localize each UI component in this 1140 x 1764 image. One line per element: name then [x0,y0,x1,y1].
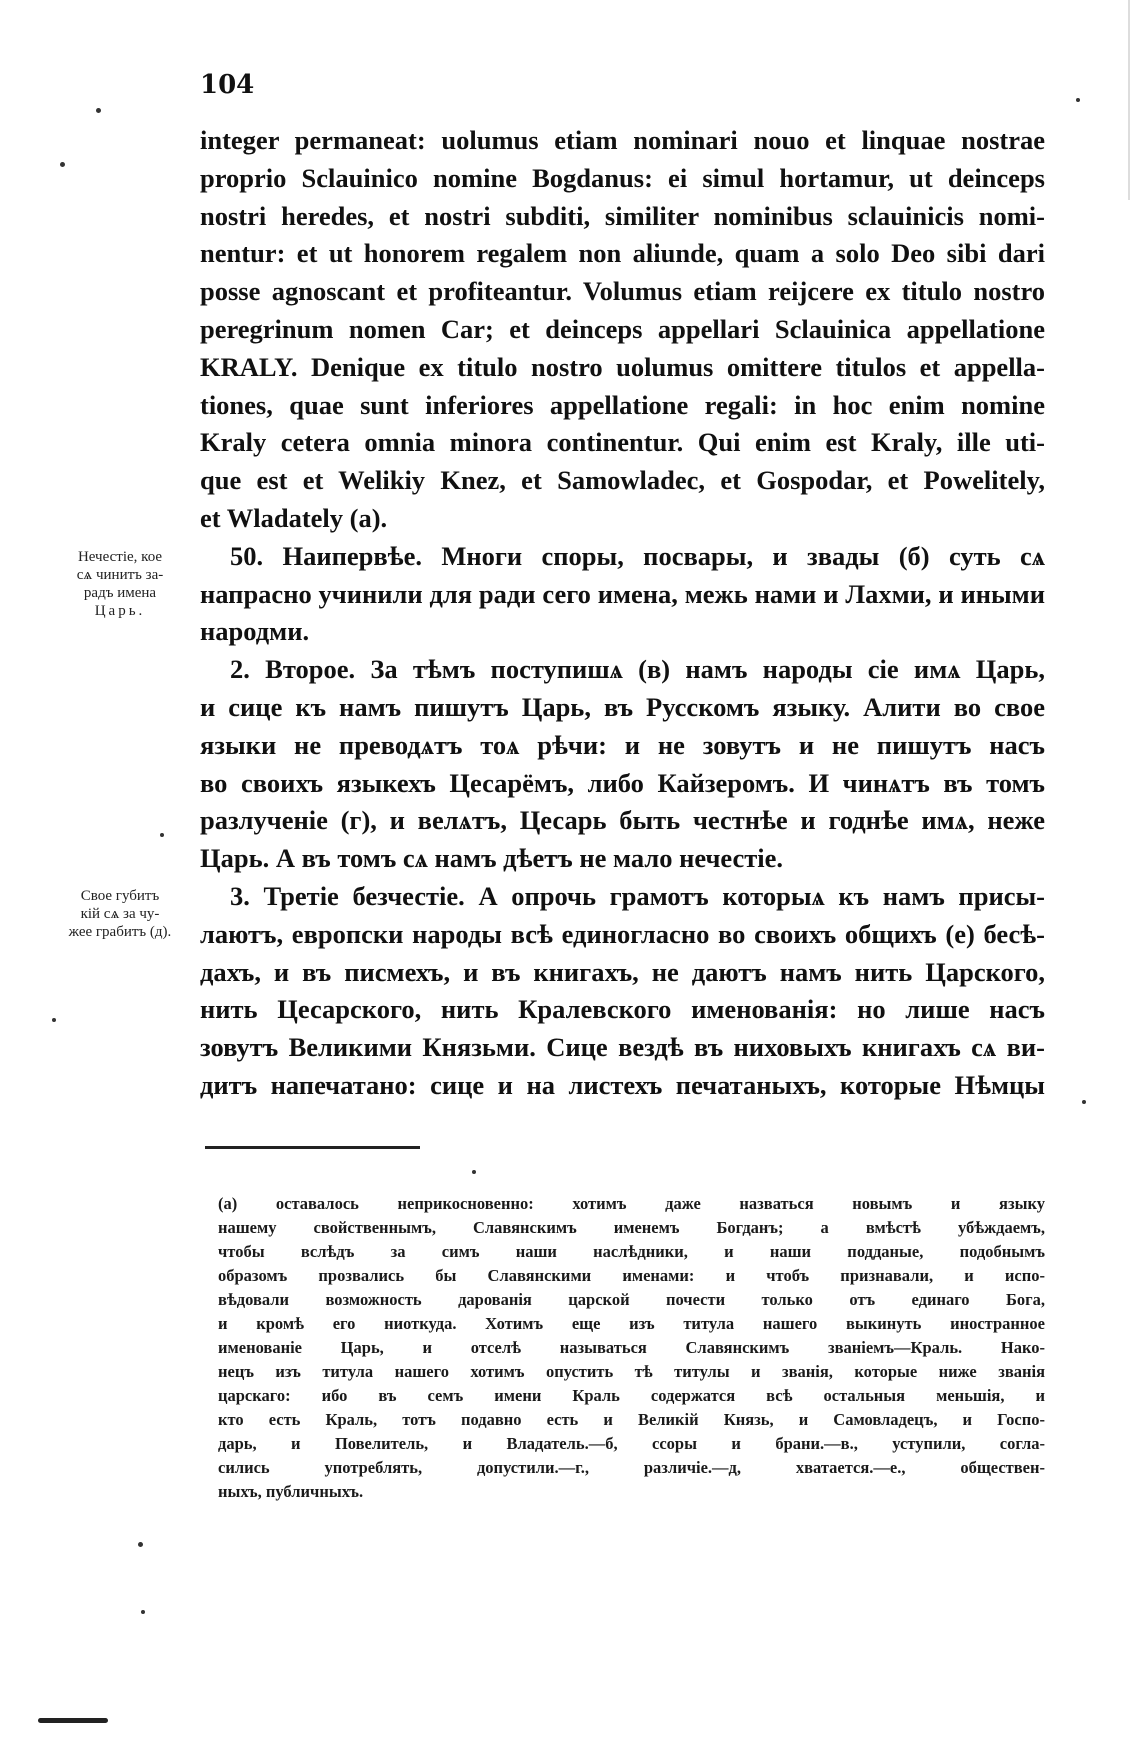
footnote-line: нашему свойственнымъ, Славянскимъ именемъ Богданъ; а вмѣстѣ убѣждаемъ, [218,1218,1045,1237]
text-line: дахъ, и въ писмехъ, и въ книгахъ, не даютъ намъ нить Царского, [200,956,1045,987]
text-line: nostri heredes, et nostri subditi, similiter nominibus sclauinicis nomi- [200,200,1045,231]
paragraph-2-start: 2. Второе. За тѣмъ поступишѧ (в) намъ народы сіе имѧ Царь, [230,654,1045,685]
margin-note-line: Свое губитъ [80,888,160,904]
text-line: нить Цесарского, нить Кралевского именованія: но лише насъ [200,994,1045,1025]
text-line: напрасно учинили для ради сего имена, межь нами и Лахми, и иными [200,578,1045,609]
footnote-line: сились употреблять, допустили.—г., различіе.—д, хватается.—е., обществен- [218,1458,1045,1477]
footnote-line: чтобы вслѣдъ за симъ наши наслѣдники, и наши подданые, подобнымъ [218,1242,1045,1261]
margin-note-line: жее грабитъ (д). [68,924,172,940]
paragraph-3-start: 3. Третіе безчестіе. А опрочь грамотъ которыѧ къ намъ присы- [230,880,1045,911]
text-line: народми. [200,616,310,647]
text-line: дитъ напечатано: сице и на листехъ печатаныхъ, которые Нѣмцы [200,1069,1045,1100]
text-line: peregrinum nomen Car; et deinceps appellari Sclauinica appellatione [200,313,1045,344]
text-line: et Wladately (а). [200,502,388,533]
text-line: и сице къ намъ пишутъ Царь, въ Русскомъ языку. Алити во свое [200,691,1045,722]
scan-speck [1076,98,1080,102]
footnote-line: кто есть Краль, тотъ подавно есть и Великій Князь, и Самовладецъ, и Госпо- [218,1410,1045,1429]
footnote-line: ныхъ, публичныхъ. [218,1482,364,1501]
text-line: зовутъ Великими Князьми. Сице вездѣ въ ниховыхъ книгахъ сѧ ви- [200,1032,1045,1063]
text-line: que est et Welikiy Knez, et Samowladec, et Gospodar, et Powelitely, [200,465,1045,496]
margin-note-line: сѧ чинитъ за- [76,567,164,583]
margin-note-line: Царь. [94,603,146,619]
scan-speck [141,1610,145,1614]
text-line: posse agnoscant et profiteantur. Volumus etiam reijcere ex titulo nostro [200,276,1045,307]
footnote-line: и кромѣ его ниоткуда. Хотимъ еще изъ титула нашего выкинуть иностранное [218,1314,1045,1333]
footnote-line: дарь, и Повелитель, и Владатель.—б, ссоры и брани.—в., уступили, согла- [218,1434,1045,1453]
footnote-line: (а) оставалось неприкосновенно: хотимъ даже назваться новымъ и языку [218,1194,1045,1213]
margin-note-line: радъ имена [83,585,157,601]
footnote-separator [205,1146,420,1149]
footnote-line: вѣдовали возможность дарованія царской почести только отъ единаго Бога, [218,1290,1045,1309]
text-line: во своихъ языкехъ Цесарёмъ, либо Кайзеромъ. И чинѧтъ въ томъ [200,767,1045,798]
footnote-line: образомъ прозвались бы Славянскими именами: и чтобъ признавали, и испо- [218,1266,1045,1285]
text-line: Kraly cetera omnia minora continentur. Qui enim est Kraly, ille uti- [200,427,1045,458]
paragraph-50-start: 50. Наипервѣе. Многи споры, посвары, и звады (б) суть сѧ [230,540,1045,571]
page-number: 104 [200,70,255,100]
text-line: языки не преводѧтъ тоѧ рѣчи: и не зовутъ и не пишутъ насъ [200,729,1045,760]
footnote-line: нецъ изъ титула нашего хотимъ опустить тѣ титулы и званія, которые ниже званія [218,1362,1045,1381]
main-text-block [200,122,1045,1105]
margin-note-line: Нечестіе, кое [77,549,163,565]
scan-speck [60,162,65,167]
footnote-line: царскаго: ибо въ семъ имени Краль содержатся всѣ остальныя меньшія, и [218,1386,1045,1405]
scan-speck [52,1018,56,1022]
footnote-line: именованіе Царь, и отселѣ называться Славянскимъ званіемъ—Краль. Нако- [218,1338,1045,1357]
scan-speck [1082,1100,1086,1104]
margin-note-loses-own [40,887,200,941]
text-line: proprio Sclauinico nomine Bogdanus: ei simul hortamur, ut deinceps [200,162,1045,193]
footnotes-block [218,1192,1045,1504]
text-line: лаютъ, европски народы всѣ единогласно во своихъ общихъ (е) бесѣ- [200,918,1045,949]
text-line: разлученіе (г), и велѧтъ, Цесарь быть честнѣе и годнѣе имѧ, неже [200,805,1045,836]
text-line: integer permaneat: uolumus etiam nominari nouo et linquae nostrae [200,125,1045,155]
margin-note-impiety [40,548,200,620]
scan-dash-mark [38,1718,108,1723]
scan-speck [160,833,164,837]
text-line: KRALY. Denique ex titulo nostro uolumus omittere titulos et appella- [200,351,1045,382]
scan-speck [472,1170,476,1174]
text-line: tiones, quae sunt inferiores appellatione regali: in hoc enim nomine [200,389,1045,420]
page-edge-shadow [1128,0,1130,200]
scan-speck [138,1542,143,1547]
text-line: nentur: et ut honorem regalem non aliunde, quam a solo Deo sibi dari [200,238,1045,269]
scan-speck [96,108,101,113]
margin-note-line: кій сѧ за чу- [80,906,160,922]
text-line: Царь. А въ томъ сѧ намъ дѣетъ не мало нечестіе. [200,843,784,874]
